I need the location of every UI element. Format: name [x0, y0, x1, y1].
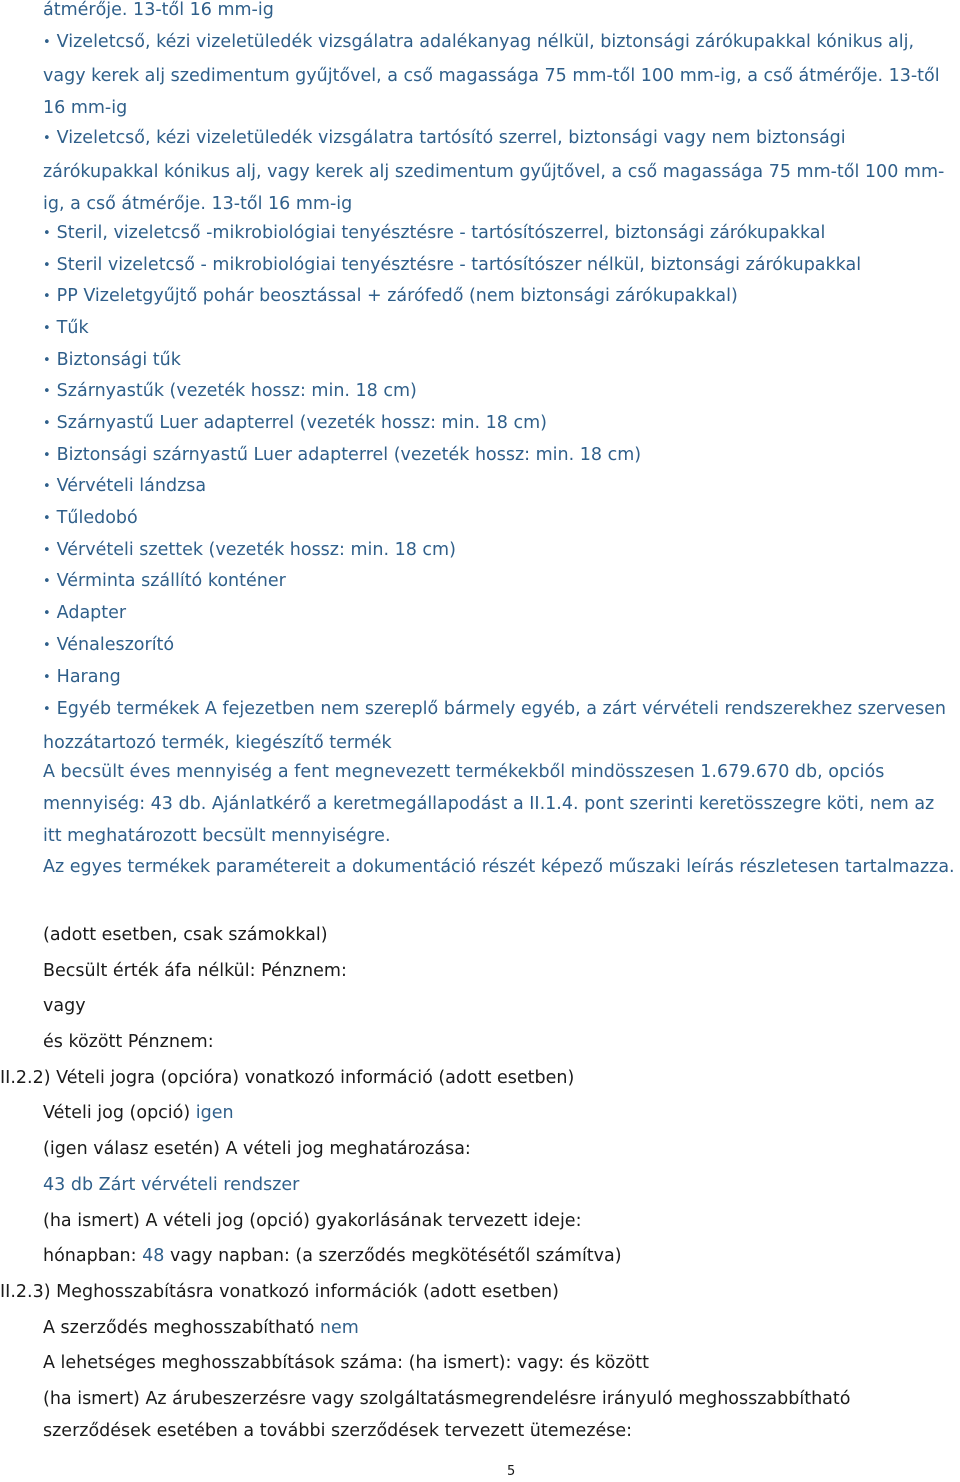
value-hint: (adott esetben, csak számokkal) [43, 925, 328, 945]
extension-label: A szerződés meghosszabítható [43, 1318, 315, 1338]
list-item: • Biztonsági szárnyastű Luer adapterrel (vezeték hossz: min. 18 cm) [43, 439, 955, 473]
list-item: • Szárnyastű Luer adapterrel (vezeték hossz: min. 18 cm) [43, 407, 955, 441]
list-item: • Vizeletcső, kézi vizeletüledék vizsgálatra adalékanyag nélkül, biztonsági zárókupakkal kónikus alj, vagy kerek alj szedimentum gyűjtővel, a cső magassága 75 mm-től 100 mm-ig, a cső átmérője. 13-től 16 mm-ig [43, 26, 955, 124]
or-label: vagy [43, 996, 86, 1016]
list-item: • PP Vizeletgyűjtő pohár beosztással + zárófedő (nem biztonsági zárókupakkal) [43, 280, 955, 314]
parameters-paragraph: Az egyes termékek paramétereit a dokumentáció részét képező műszaki leírás részletesen tartalmazza. [43, 857, 955, 877]
list-item: • Steril vizeletcső - mikrobiológiai tenyésztésre - tartósítószer nélkül, biztonsági zárókupakkal [43, 249, 955, 283]
list-item: • Biztonsági tűk [43, 344, 955, 378]
extension-line [43, 1312, 955, 1344]
option-value: igen [195, 1103, 234, 1123]
list-item: • Tűk [43, 312, 955, 346]
option-timing-line [43, 1240, 955, 1272]
list-item: • Vérvételi lándzsa [43, 470, 955, 504]
option-definition-value: 43 db Zárt vérvételi rendszer [43, 1175, 300, 1195]
option-line [43, 1097, 955, 1129]
top-continuation: átmérője. 13-től 16 mm-ig [43, 0, 274, 20]
list-item: • Egyéb termékek A fejezetben nem szereplő bármely egyéb, a zárt vérvételi rendszerekhez szervesen hozzátartozó termék, kiegészítő termék [43, 693, 955, 759]
between-label: és között Pénznem: [43, 1032, 214, 1052]
list-item: • Vérvételi szettek (vezeték hossz: min. 18 cm) [43, 534, 955, 568]
months-value: 48 [142, 1246, 165, 1266]
page-number: 5 [507, 1464, 516, 1479]
list-item: • Adapter [43, 597, 955, 631]
list-item: • Tűledobó [43, 502, 955, 536]
days-label: vagy napban: (a szerződés megkötésétől számítva) [169, 1246, 622, 1266]
option-timing-label: (ha ismert) A vételi jog (opció) gyakorlásának tervezett ideje: [43, 1211, 582, 1231]
list-item: • Vénaleszorító [43, 629, 955, 663]
list-item: • Harang [43, 661, 955, 695]
months-label: hónapban: [43, 1246, 137, 1266]
extension-count-label: A lehetséges meghosszabbítások száma: (ha ismert): vagy: és között [43, 1353, 649, 1373]
section-heading-extension: II.2.3) Meghosszabításra vonatkozó információk (adott esetben) [0, 1282, 559, 1302]
estimate-paragraph: A becsült éves mennyiség a fent megnevezett termékekből mindösszesen 1.679.670 db, opciós mennyiség: 43 db. Ajánlatkérő a keretmegállapodást a II.1.4. pont szerinti keretösszegre köti, nem az itt meghatározott becsült mennyiségre. [43, 762, 935, 846]
section-heading-option: II.2.2) Vételi jogra (opcióra) vonatkozó információ (adott esetben) [0, 1068, 575, 1088]
list-item: • Vérminta szállító konténer [43, 565, 955, 599]
list-item: • Vizeletcső, kézi vizeletüledék vizsgálatra tartósító szerrel, biztonsági vagy nem biztonsági zárókupakkal kónikus alj, vagy kerek alj szedimentum gyűjtővel, a cső magassága 75 mm-től 100 mm-ig, a cső átmérője. 13-től 16 mm-ig [43, 122, 955, 220]
list-item: • Szárnyastűk (vezeték hossz: min. 18 cm) [43, 375, 955, 409]
estimated-value-label: Becsült érték áfa nélkül: Pénznem: [43, 961, 347, 981]
extension-schedule-label: (ha ismert) Az árubeszerzésre vagy szolgáltatásmegrendelésre irányuló meghosszabbítható szerződések esetében a további szerződések tervezett ütemezése: [43, 1389, 851, 1441]
list-item: • Steril, vizeletcső -mikrobiológiai tenyésztésre - tartósítószerrel, biztonsági zárókupakkal [43, 217, 955, 251]
option-definition-label: (igen válasz esetén) A vételi jog meghatározása: [43, 1139, 471, 1159]
option-label: Vételi jog (opció) [43, 1103, 191, 1123]
extension-value: nem [319, 1318, 359, 1338]
